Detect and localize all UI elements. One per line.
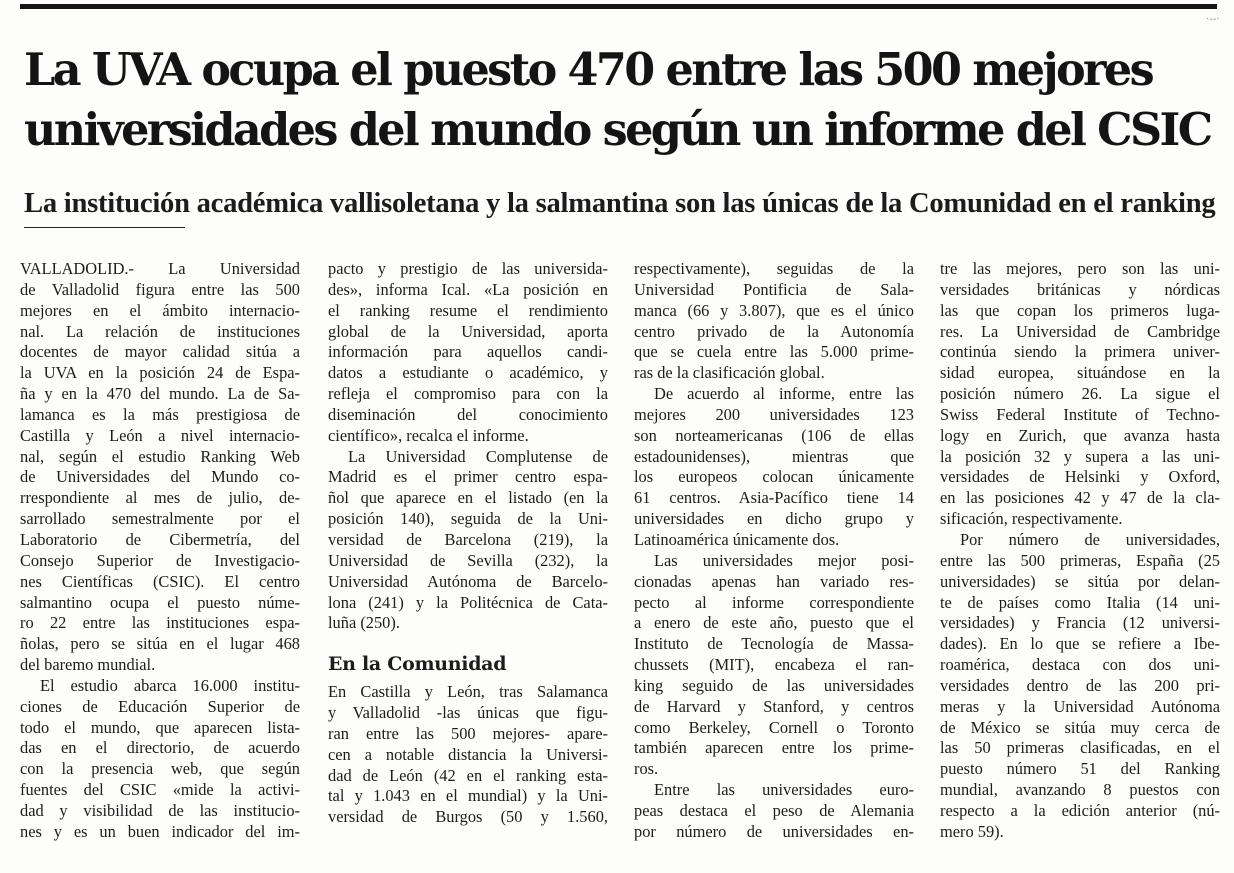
column-line: versidad de Barcelona (219), la — [328, 529, 608, 549]
column-line: Por número de universidades, — [960, 529, 1220, 549]
column-line: rrespondiente al mes de julio, de- — [20, 488, 300, 508]
column-line: Entre las universidades euro- — [654, 780, 914, 800]
column-line: universidades en dicho grupo y — [634, 509, 914, 529]
column-line: refleja el compromiso para con la — [328, 384, 608, 404]
column-line: mero 59). — [940, 821, 1004, 841]
column-line: respecto a la edición anterior (nú- — [940, 800, 1220, 820]
column-line: tre las mejores, pero son las uni- — [940, 259, 1220, 278]
column-line: por número de universidades en- — [634, 821, 914, 841]
column-line: salmantino ocupa el puesto núme- — [20, 592, 300, 612]
column-line: des», informa Ical. «La posición en — [328, 279, 608, 299]
column-line: cen a notable distancia la Universi- — [328, 744, 608, 764]
column-line: ñol que aparece en el listado (en la — [328, 488, 608, 508]
column-line: Universidad de Sevilla (232), la — [328, 550, 608, 570]
article-column-3 — [634, 259, 914, 843]
column-line: chussets (MIT), encabeza el ran- — [634, 655, 914, 675]
column-line: Universidad Pontificia de Sala- — [634, 279, 914, 299]
column-line: nes y es un buen indicador del im- — [20, 821, 300, 841]
column-line: versidad de Burgos (50 y 1.560, — [328, 807, 608, 827]
column-line: como Berkeley, Cornell o Toronto — [634, 717, 914, 737]
column-line: sificación, respectivamente. — [940, 509, 1123, 529]
column-line: meras y la Universidad Autónoma — [940, 696, 1220, 716]
column-line: res. La Universidad de Cambridge — [940, 321, 1220, 341]
column-line: mejores en el ámbito internacio- — [20, 300, 300, 320]
column-line: continúa siendo la primera univer- — [940, 342, 1220, 362]
column-line: de Universidades del Mundo co- — [20, 467, 300, 487]
column-line: científico», recalca el informe. — [328, 425, 529, 445]
column-line: Universidad Autónoma de Barcelo- — [328, 571, 608, 591]
column-line: universidades) se sitúa por delan- — [940, 571, 1220, 591]
column-line: respectivamente), seguidas de la — [634, 259, 914, 278]
column-line: entre las 500 primeras, España (25 — [940, 550, 1220, 570]
column-line: manca (66 y 3.807), que es el único — [634, 300, 914, 320]
column-line: sarrollado semestralmente por el — [20, 509, 300, 529]
column-line: luña (250). — [328, 613, 400, 633]
column-line: dad de León (42 en el ranking esta- — [328, 765, 608, 785]
column-line: y Valladolid -las únicas que figu- — [328, 703, 608, 723]
column-line: todo el mundo, que aparecen lista- — [20, 717, 300, 737]
column-line: docentes de mayor calidad sitúa a — [20, 342, 300, 362]
column-line: Instituto de Tecnología de Massa- — [634, 634, 914, 654]
top-rule — [20, 4, 1217, 9]
column-line: VALLADOLID.- La Universidad — [20, 259, 300, 278]
column-line: nal, según el estudio Ranking Web — [20, 446, 300, 466]
headline-line-2: universidades del mundo según un informe del CSIC — [24, 104, 1211, 156]
column-line: posición número 26. La sigue el — [940, 384, 1220, 404]
column-line: De acuerdo al informe, entre las — [654, 384, 914, 404]
column-line: puesto número 51 del Ranking — [940, 759, 1220, 779]
column-line: Las universidades mejor posi- — [654, 550, 914, 570]
column-line: versidades) y Francia (12 universi- — [940, 613, 1220, 633]
column-line: roamérica, destaca con dos uni- — [940, 655, 1220, 675]
column-line: dades). En lo que se refiere a Ibe- — [940, 634, 1220, 654]
article-column-1 — [20, 259, 300, 843]
article-headline — [24, 40, 1229, 160]
column-line: la posición 32 y supera a las uni- — [940, 446, 1220, 466]
column-line: diseminación del conocimiento — [328, 404, 608, 424]
column-line: las que copan los primeros luga- — [940, 300, 1220, 320]
column-line: fuentes del CSIC «mide la activi- — [20, 780, 300, 800]
column-line: las 50 primeras clasificadas, en el — [940, 738, 1220, 758]
column-line: lona (241) y la Politécnica de Cata- — [328, 592, 608, 612]
column-line: con la presencia web, que según — [20, 759, 300, 779]
column-line: dad y visibilidad de las institucio- — [20, 800, 300, 820]
column-line: también aparecen entre los prime- — [634, 738, 914, 758]
column-line: Castilla y León a nivel internacio- — [20, 425, 300, 445]
article-subtitle: La institución académica vallisoletana y la salmantina son las únicas de la Comunidad en el ranking — [24, 188, 1216, 219]
column-line: peas destaca el peso de Alemania — [634, 800, 914, 820]
scan-speck: ·--· — [1206, 14, 1220, 25]
column-line: de México se sitúa muy cerca de — [940, 717, 1220, 737]
column-line: de Valladolid figura entre las 500 — [20, 279, 300, 299]
column-line: das en el directorio, de acuerdo — [20, 738, 300, 758]
column-line: sidad europea, situándose en la — [940, 363, 1220, 383]
column-line: versidades dentro de las 200 pri- — [940, 675, 1220, 695]
article-column-2 — [328, 259, 608, 828]
column-line: La Universidad Complutense de — [348, 446, 608, 466]
column-line: nal. La relación de instituciones — [20, 321, 300, 341]
column-line: posición 140), seguida de la Uni- — [328, 509, 608, 529]
column-line: nes Científicas (CSIC). El centro — [20, 571, 300, 591]
column-line: versidades de Helsinki y Oxford, — [940, 467, 1220, 487]
column-line: que se cuela entre las 5.000 prime- — [634, 342, 914, 362]
column-line: el ranking resume el rendimiento — [328, 300, 608, 320]
column-line: Latinoamérica únicamente dos. — [634, 529, 840, 549]
column-line: Laboratorio de Cibermetría, del — [20, 529, 300, 549]
headline-line-1: La UVA ocupa el puesto 470 entre las 500 mejores — [24, 44, 1153, 96]
article-column-4 — [940, 259, 1220, 843]
column-line: datos a estudiante o académico, y — [328, 363, 608, 383]
column-line: del baremo mundial. — [20, 655, 156, 675]
column-line: 61 centros. Asia-Pacífico tiene 14 — [634, 488, 914, 508]
column-line: centro privado de la Autonomía — [634, 321, 914, 341]
column-line: versidades británicas y nórdicas — [940, 279, 1220, 299]
column-line: ciones de Educación Superior de — [20, 696, 300, 716]
column-line: estadounidenses), mientras que — [634, 446, 914, 466]
column-line: pacto y prestigio de las universida- — [328, 259, 608, 278]
column-line: Swiss Federal Institute of Techno- — [940, 404, 1220, 424]
column-line: la UVA en la posición 24 de Espa- — [20, 363, 300, 383]
column-line: ran entre las 500 mejores- apare- — [328, 723, 608, 743]
column-line: los europeos colocan únicamente — [634, 467, 914, 487]
column-line: ros. — [634, 759, 659, 779]
section-subheading: En la Comunidad — [328, 653, 507, 676]
subtitle-rule — [24, 227, 185, 228]
column-line: ras de la clasificación global. — [634, 363, 825, 383]
column-line: en las posiciones 42 y 47 de la cla- — [940, 488, 1220, 508]
column-line: información para aquellos candi- — [328, 342, 608, 362]
column-line: te de países como Italia (14 uni- — [940, 592, 1220, 612]
column-line: king seguido de las universidades — [634, 675, 914, 695]
column-line: a enero de este año, puesto que el — [634, 613, 914, 633]
column-line: lamanca es la más prestigiosa de — [20, 404, 300, 424]
column-line: global de la Universidad, aporta — [328, 321, 608, 341]
column-line: de Harvard y Stanford, y centros — [634, 696, 914, 716]
column-line: Madrid es el primer centro espa- — [328, 467, 608, 487]
column-line: ro 22 entre las instituciones espa- — [20, 613, 300, 633]
column-line: logy en Zurich, que avanza hasta — [940, 425, 1220, 445]
column-line: ña y en la 470 del mundo. La de Sa- — [20, 384, 300, 404]
column-line: cionadas apenas han variado res- — [634, 571, 914, 591]
column-line: El estudio abarca 16.000 institu- — [40, 675, 300, 695]
column-line: mundial, avanzando 8 puestos con — [940, 780, 1220, 800]
column-line: pecto al informe correspondiente — [634, 592, 914, 612]
column-line: ñolas, pero se sitúa en el lugar 468 — [20, 634, 300, 654]
column-line: En Castilla y León, tras Salamanca — [328, 682, 608, 702]
column-line: mejores 200 universidades 123 — [634, 404, 914, 424]
column-line: son norteamericanas (106 de ellas — [634, 425, 914, 445]
column-line: tal y 1.043 en el mundial) y la Uni- — [328, 786, 608, 806]
column-line: Consejo Superior de Investigacio- — [20, 550, 300, 570]
